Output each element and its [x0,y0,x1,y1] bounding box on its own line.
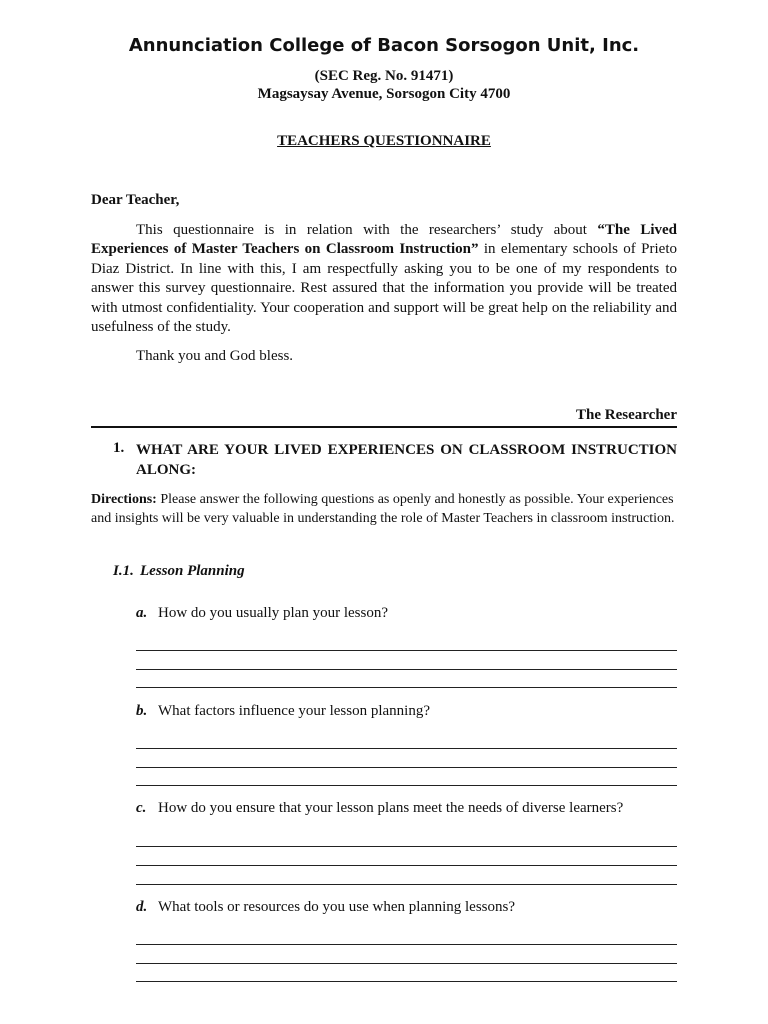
school-name: Annunciation College of Bacon Sorsogon Unit, Inc. [128,35,640,56]
directions [91,490,677,528]
answer-line-c1[interactable] [136,846,677,847]
question-letter-d: d. [136,899,148,915]
answer-line-b1[interactable] [136,748,677,749]
directions-text: Please answer the following questions as openly and honestly as possible. Your experiences and insights will be very valuable in understanding the role of Master Teachers in classroom instruction. [91,492,675,526]
answer-line-c2[interactable] [136,865,677,866]
answer-line-d3[interactable] [136,981,677,982]
answer-line-c3[interactable] [136,884,677,885]
section-number: 1. [113,440,125,456]
question-letter-c: c. [136,800,147,816]
letter-body [91,221,677,337]
section-title: WHAT ARE YOUR LIVED EXPERIENCES ON CLASSROOM INSTRUCTION ALONG: [136,442,677,478]
question-text-a: How do you usually plan your lesson? [158,605,388,621]
salutation: Dear Teacher, [91,192,180,208]
answer-line-d2[interactable] [136,963,677,964]
answer-line-a1[interactable] [136,650,677,651]
answer-line-a2[interactable] [136,669,677,670]
answer-line-a3[interactable] [136,687,677,688]
signature: The Researcher [576,407,677,423]
subsection-title: Lesson Planning [140,563,245,579]
divider-rule [91,426,677,428]
answer-line-d1[interactable] [136,944,677,945]
question-text-c: How do you ensure that your lesson plans meet the needs of diverse learners? [158,800,624,816]
sec-registration: (SEC Reg. No. 91471) [314,68,454,84]
school-address: Magsaysay Avenue, Sorsogon City 4700 [257,86,511,102]
study-title: “The Lived Experiences of Master Teachers on Classroom Instruction” [91,222,677,258]
question-letter-a: a. [136,605,148,621]
subsection-number: I.1. [113,563,134,579]
answer-line-b2[interactable] [136,767,677,768]
question-text-b: What factors influence your lesson planning? [158,703,430,719]
question-letter-b: b. [136,703,148,719]
directions-label: Directions: [91,492,157,507]
letter-intro: This questionnaire is in relation with the researchers’ study about [136,222,598,238]
answer-line-b3[interactable] [136,785,677,786]
letter-body-text: in elementary schools of Prieto Diaz District. In line with this, I am respectfully asking you to be one of my respondents to answer this survey questionnaire. Rest assured that the information you provide will be treated with utmost confidentiality. Your cooperation and support will be great help on the reliability and usefulness of the study. [91,241,677,336]
question-text-d: What tools or resources do you use when planning lessons? [158,899,516,915]
questionnaire-title: TEACHERS QUESTIONNAIRE [277,133,491,149]
thanks-line: Thank you and God bless. [136,348,294,364]
